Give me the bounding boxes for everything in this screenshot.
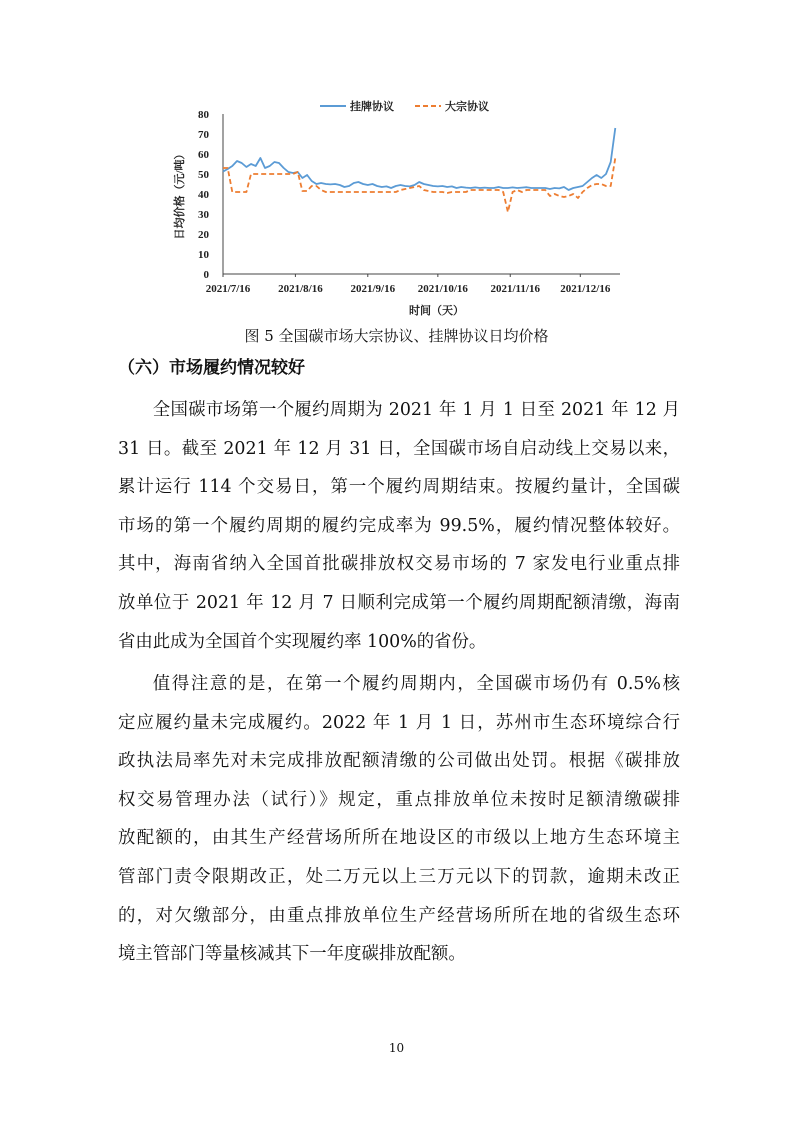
y-tick-label: 60 — [198, 149, 209, 161]
x-tick-label: 2021/12/16 — [560, 283, 611, 295]
text-line: 政执法局率先对未完成排放配额清缴的公司做出处罚。根据《碳排放 — [118, 751, 680, 772]
text-line: 管部门责令限期改正，处二万元以上三万元以下的罚款，逾期未改正 — [118, 866, 680, 887]
text-line: 累计运行 114 个交易日，第一个履约周期结束。按履约量计，全国碳 — [118, 477, 680, 498]
figure-caption: 图 5 全国碳市场大宗协议、挂牌协议日均价格 — [244, 327, 549, 345]
x-tick-label: 2021/11/16 — [490, 283, 540, 295]
text-line: 定应履约量未完成履约。2022 年 1 月 1 日，苏州市生态环境综合行 — [118, 712, 680, 733]
x-axis-label: 时间（天） — [409, 305, 464, 317]
y-tick-label: 80 — [198, 109, 209, 121]
y-tick-label: 20 — [198, 229, 209, 241]
chart-axes — [223, 114, 620, 274]
legend-label: 挂牌协议 — [350, 101, 394, 113]
text-line: 市场的第一个履约周期的履约完成率为 99.5%，履约情况整体较好。 — [118, 515, 680, 536]
section-heading: （六）市场履约情况较好 — [118, 358, 305, 378]
y-tick-label: 10 — [198, 249, 209, 261]
y-tick-label: 50 — [198, 169, 209, 181]
text-line: 31 日。截至 2021 年 12 月 31 日，全国碳市场自启动线上交易以来， — [118, 438, 680, 459]
text-line: 放配额的，由其生产经营场所所在地设区的市级以上地方生态环境主 — [118, 828, 680, 849]
text-line: 省由此成为全国首个实现履约率 100%的省份。 — [118, 631, 487, 652]
y-tick-label: 40 — [198, 189, 209, 201]
price-line-chart — [165, 95, 635, 325]
text-line: 全国碳市场第一个履约周期为 2021 年 1 月 1 日至 2021 年 12 月 — [152, 400, 680, 420]
x-tick-label: 2021/8/16 — [278, 283, 323, 295]
y-tick-label: 0 — [203, 269, 209, 281]
paragraph-2 — [118, 665, 680, 974]
chart-legend — [320, 99, 489, 113]
y-tick-label: 70 — [198, 129, 209, 141]
paragraph-1 — [118, 391, 680, 661]
text-line: 其中，海南省纳入全国首批碳排放权交易市场的 7 家发电行业重点排 — [118, 554, 680, 575]
text-line: 权交易管理办法（试行）》规定，重点排放单位未按时足额清缴碳排 — [118, 789, 680, 810]
x-tick-label: 2021/7/16 — [205, 283, 251, 295]
x-tick-label: 2021/10/16 — [417, 283, 468, 295]
y-tick-label: 30 — [198, 209, 209, 221]
chart-series — [223, 128, 615, 212]
series-line-listed — [223, 128, 615, 190]
text-line: 的，对欠缴部分，由重点排放单位生产经营场所所在地的省级生态环 — [118, 905, 680, 926]
text-line: 境主管部门等量核减其下一年度碳排放配额。 — [118, 944, 466, 965]
y-axis-label: 日均价格（元/吨） — [174, 148, 186, 240]
legend-label: 大宗协议 — [445, 101, 489, 113]
y-tick-labels — [198, 109, 210, 281]
text-line: 值得注意的是，在第一个履约周期内，全国碳市场仍有 0.5%核 — [152, 674, 680, 694]
page-number: 10 — [388, 1041, 405, 1055]
text-line: 放单位于 2021 年 12 月 7 日顺利完成第一个履约周期配额清缴，海南 — [118, 592, 680, 613]
x-tick-labels — [206, 274, 611, 295]
x-tick-label: 2021/9/16 — [350, 283, 396, 295]
